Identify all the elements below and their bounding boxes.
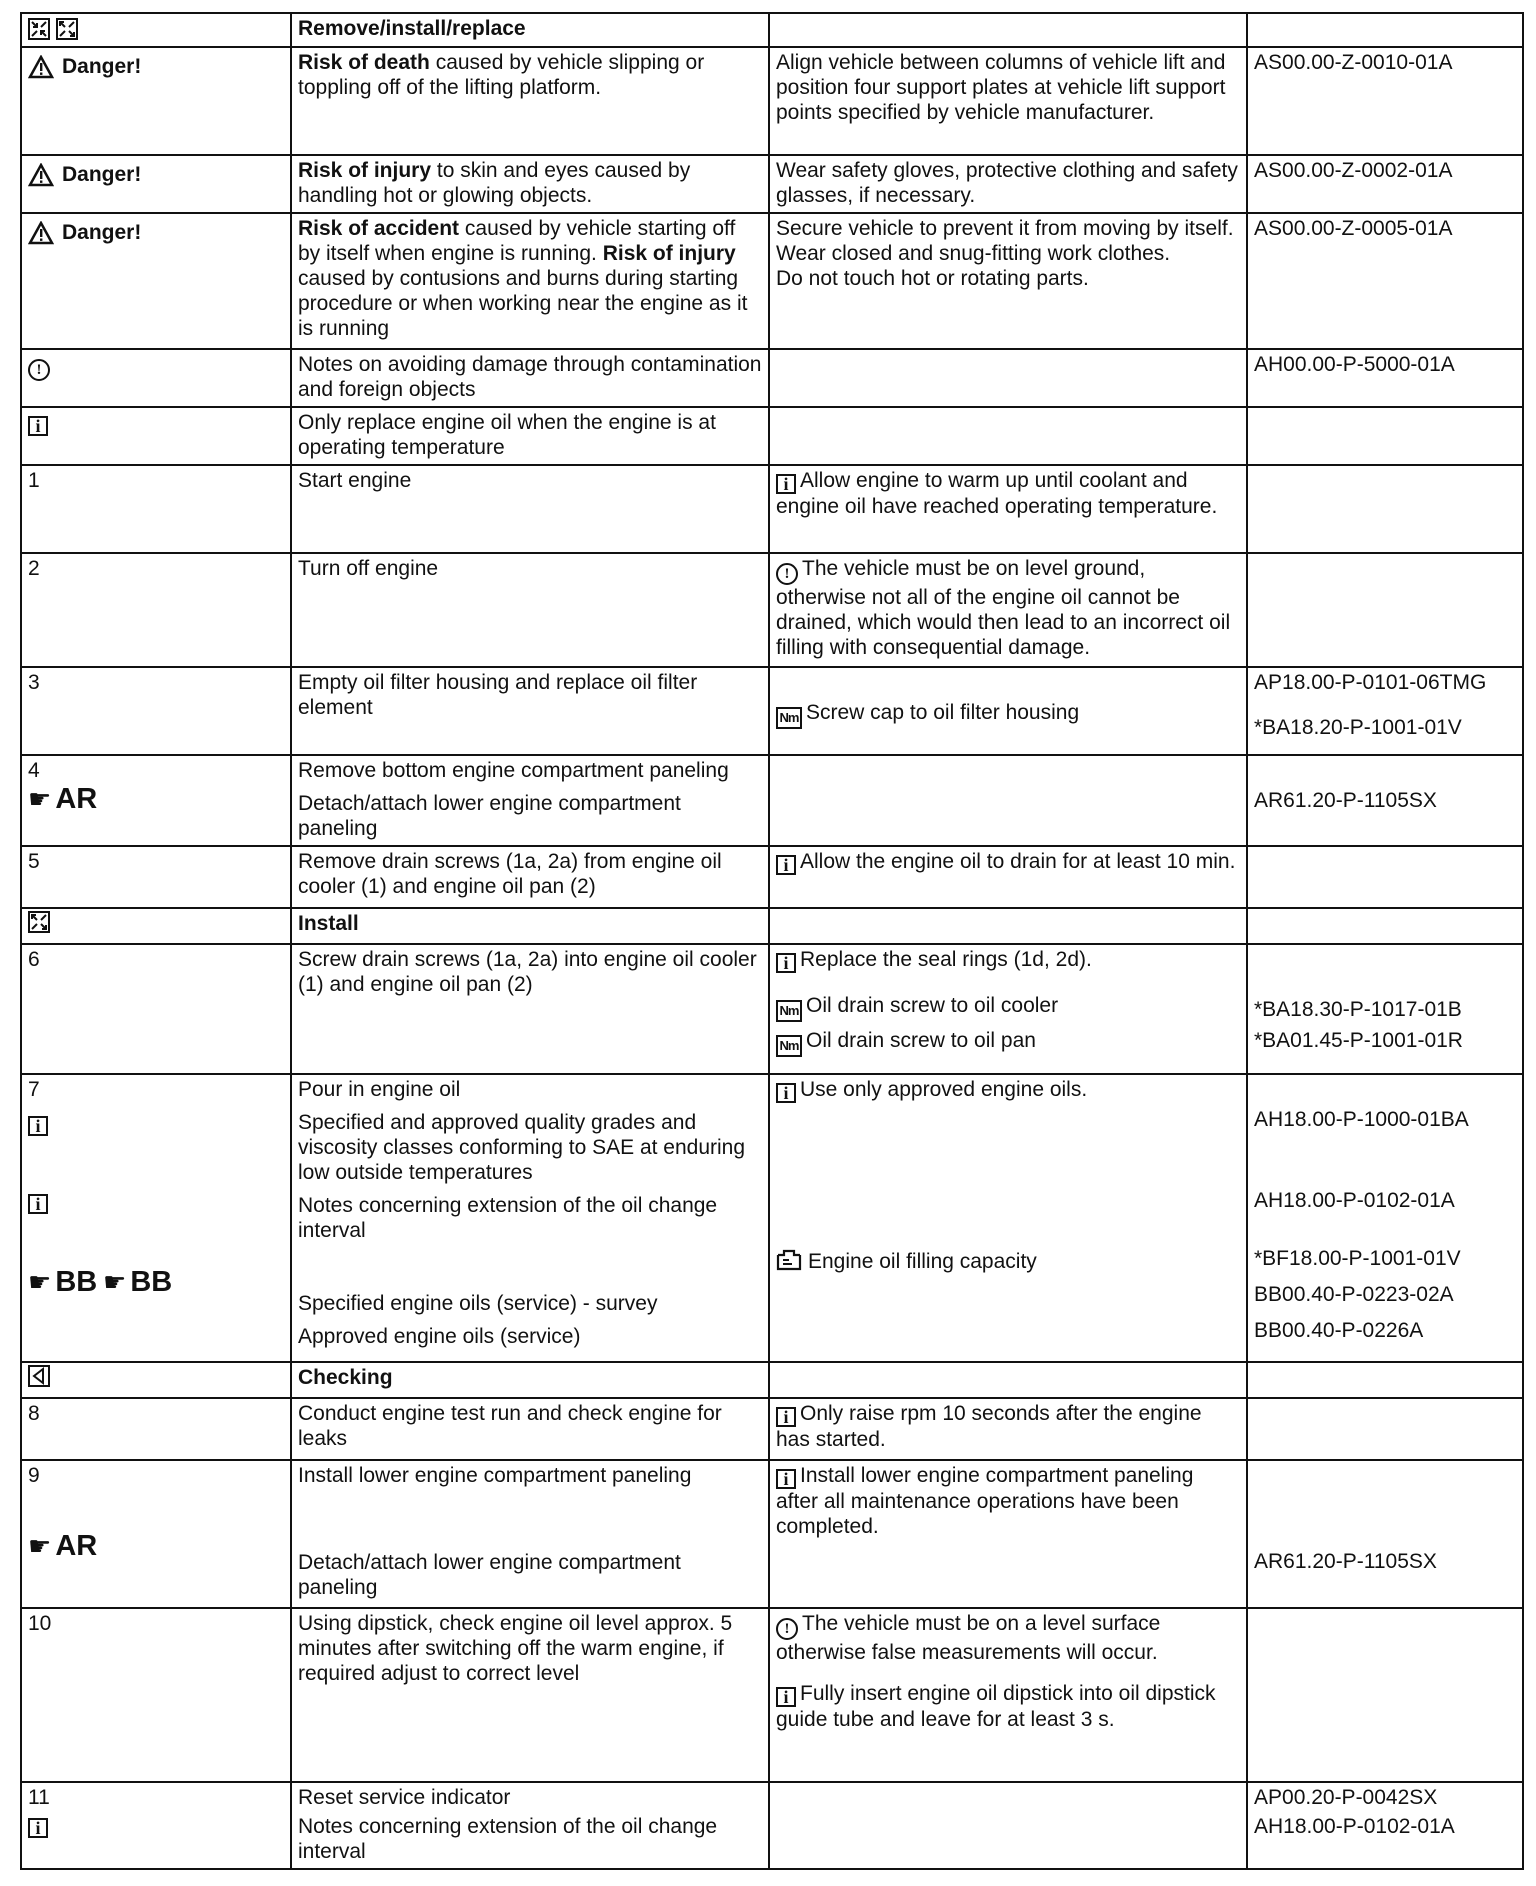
step-number: 4 bbox=[28, 759, 40, 782]
info-icon: i bbox=[28, 1194, 48, 1214]
risk-description: caused by vehicle slipping or toppling off of the lifting platform. bbox=[298, 51, 705, 99]
info-icon: i bbox=[28, 1818, 48, 1838]
step-note: The vehicle must be on level ground, otherwise not all of the engine oil cannot be drained, which would then lead to an incorrect oil filling with consequential damage. bbox=[776, 557, 1231, 659]
doc-reference: *BA18.30-P-1017-01B bbox=[1254, 998, 1462, 1021]
step-number: 10 bbox=[21, 1608, 291, 1782]
step-row bbox=[21, 1608, 1523, 1782]
risk-title: Risk of accident bbox=[298, 217, 460, 240]
step-row bbox=[21, 667, 1523, 755]
safety-action: Secure vehicle to prevent it from moving by itself. bbox=[776, 217, 1234, 240]
step-text: Install lower engine compartment paneling bbox=[298, 1464, 692, 1487]
doc-reference: AH18.00-P-0102-01A bbox=[1254, 1815, 1455, 1838]
step-text: Remove drain screws (1a, 2a) from engine oil cooler (1) and engine oil pan (2) bbox=[291, 846, 769, 908]
torque-nm-icon: Nm bbox=[776, 1000, 802, 1022]
doc-reference: AH00.00-P-5000-01A bbox=[1247, 349, 1523, 407]
step-note: Allow engine to warm up until coolant and engine oil have reached operating temperature. bbox=[776, 469, 1218, 518]
step-text: Reset service indicator bbox=[298, 1786, 511, 1809]
step-note: Oil drain screw to oil cooler bbox=[806, 994, 1059, 1017]
step-row bbox=[21, 465, 1523, 553]
danger-label bbox=[28, 162, 284, 187]
danger-row-death bbox=[21, 47, 1523, 155]
danger-label bbox=[28, 54, 284, 79]
reference-tag-text: AR bbox=[55, 1530, 98, 1562]
info-icon: i bbox=[776, 1083, 796, 1103]
step-subtext: Specified and approved quality grades and viscosity classes conforming to SAE at enduring low outside temperatures bbox=[298, 1111, 746, 1184]
step-row bbox=[21, 553, 1523, 667]
doc-reference: *BF18.00-P-1001-01V bbox=[1254, 1247, 1461, 1270]
danger-row-injury bbox=[21, 155, 1523, 213]
repair-procedure-table bbox=[20, 12, 1524, 1870]
torque-nm-icon: Nm bbox=[776, 707, 802, 729]
step-note: Only raise rpm 10 seconds after the engine has started. bbox=[776, 1402, 1202, 1451]
doc-reference: AP18.00-P-0101-06TMG bbox=[1254, 671, 1487, 694]
checking-header-row bbox=[21, 1362, 1523, 1398]
header-empty-ref bbox=[1247, 13, 1523, 47]
warning-triangle-icon bbox=[28, 163, 54, 187]
reference-tag bbox=[28, 1266, 97, 1298]
doc-reference: AH18.00-P-1000-01BA bbox=[1254, 1108, 1469, 1131]
capacity-icon bbox=[776, 1249, 802, 1271]
step-number: 7 bbox=[28, 1078, 40, 1101]
step-note: Install lower engine compartment paneling after all maintenance operations have been completed. bbox=[776, 1464, 1194, 1538]
step-subtext: Detach/attach lower engine compartment paneling bbox=[298, 1551, 681, 1599]
info-icon: i bbox=[776, 1469, 796, 1489]
step-text: Remove bottom engine compartment paneling bbox=[298, 759, 729, 782]
doc-reference: AP00.20-P-0042SX bbox=[1254, 1786, 1438, 1809]
danger-label bbox=[28, 220, 284, 245]
risk-title-2: Risk of injury bbox=[602, 242, 736, 265]
notice-text: Notes on avoiding damage through contamination and foreign objects bbox=[291, 349, 769, 407]
info-icon: i bbox=[776, 1687, 796, 1707]
step-subtext: Notes concerning extension of the oil change interval bbox=[298, 1815, 718, 1863]
reference-tag bbox=[103, 1266, 172, 1298]
step-note: The vehicle must be on a level surface otherwise false measurements will occur. bbox=[776, 1612, 1161, 1664]
notice-damage-icon: ! bbox=[776, 1618, 798, 1640]
doc-reference: BB00.40-P-0226A bbox=[1254, 1319, 1424, 1342]
safety-action: Align vehicle between columns of vehicle lift and position four support plates at vehicle lift support points specified by vehicle manufacturer. bbox=[769, 47, 1247, 155]
danger-text: Danger! bbox=[62, 221, 142, 244]
reference-tag-text: BB bbox=[130, 1266, 173, 1298]
header-title: Remove/install/replace bbox=[291, 13, 769, 47]
torque-nm-icon: Nm bbox=[776, 1035, 802, 1057]
header-icon-cell bbox=[21, 13, 291, 47]
step-text: Using dipstick, check engine oil level approx. 5 minutes after switching off the warm engine, if required adjust to correct level bbox=[291, 1608, 769, 1782]
step-text: Pour in engine oil bbox=[298, 1078, 461, 1101]
info-icon: i bbox=[776, 474, 796, 494]
step-note: Fully insert engine oil dipstick into oil dipstick guide tube and leave for at least 3 s. bbox=[776, 1682, 1216, 1731]
risk-title: Risk of injury bbox=[298, 159, 432, 182]
install-icon bbox=[28, 911, 50, 933]
step-row bbox=[21, 1398, 1523, 1460]
risk-title: Risk of death bbox=[298, 51, 430, 74]
step-note: Allow the engine oil to drain for at least 10 min. bbox=[800, 850, 1236, 873]
header-empty bbox=[769, 13, 1247, 47]
warning-triangle-icon bbox=[28, 55, 54, 79]
step-subtext: Notes concerning extension of the oil change interval bbox=[298, 1194, 718, 1242]
step-subtext: Specified engine oils (service) - survey bbox=[298, 1292, 658, 1315]
step-note: Engine oil filling capacity bbox=[808, 1250, 1037, 1273]
step-number: 9 bbox=[28, 1464, 40, 1487]
doc-reference: BB00.40-P-0223-02A bbox=[1254, 1283, 1454, 1306]
step-text: Screw drain screws (1a, 2a) into engine oil cooler (1) and engine oil pan (2) bbox=[291, 944, 769, 1074]
pointing-hand-icon: ☛ bbox=[28, 784, 52, 814]
remove-install-icon bbox=[56, 18, 78, 40]
step-subtext: Detach/attach lower engine compartment paneling bbox=[298, 792, 681, 840]
step-text: Turn off engine bbox=[291, 553, 769, 667]
risk-description-2: caused by contusions and burns during starting procedure or when working near the engine as it is running bbox=[298, 267, 748, 340]
step-note: Use only approved engine oils. bbox=[800, 1078, 1088, 1101]
doc-reference: *BA18.20-P-1001-01V bbox=[1254, 716, 1462, 739]
step-number: 8 bbox=[21, 1398, 291, 1460]
step-text: Empty oil filter housing and replace oil filter element bbox=[291, 667, 769, 755]
pointing-hand-icon: ☛ bbox=[28, 1267, 52, 1297]
info-icon: i bbox=[28, 416, 48, 436]
step-note: Screw cap to oil filter housing bbox=[806, 701, 1080, 724]
warning-triangle-icon bbox=[28, 221, 54, 245]
doc-reference: AS00.00-Z-0005-01A bbox=[1247, 213, 1523, 349]
notice-damage-icon: ! bbox=[776, 563, 798, 585]
doc-reference: AS00.00-Z-0010-01A bbox=[1247, 47, 1523, 155]
risk-description: caused by vehicle starting off by itself when engine is running. bbox=[298, 217, 736, 265]
danger-text: Danger! bbox=[62, 55, 142, 78]
step-row bbox=[21, 944, 1523, 1074]
remove-install-icon bbox=[28, 18, 50, 40]
danger-row-accident bbox=[21, 213, 1523, 349]
safety-action: Wear closed and snug-fitting work clothes. bbox=[776, 242, 1171, 265]
reference-tag bbox=[28, 1530, 97, 1562]
info-icon: i bbox=[776, 953, 796, 973]
doc-reference: AR61.20-P-1105SX bbox=[1254, 789, 1437, 812]
step-number: 2 bbox=[21, 553, 291, 667]
safety-action: Wear safety gloves, protective clothing and safety glasses, if necessary. bbox=[769, 155, 1247, 213]
pointing-hand-icon: ☛ bbox=[103, 1267, 127, 1297]
safety-action: Do not touch hot or rotating parts. bbox=[776, 267, 1089, 290]
step-text: Conduct engine test run and check engine for leaks bbox=[291, 1398, 769, 1460]
step-row bbox=[21, 1460, 1523, 1608]
pointing-hand-icon: ☛ bbox=[28, 1531, 52, 1561]
install-header-row bbox=[21, 908, 1523, 944]
reference-tag bbox=[28, 783, 97, 815]
reference-tag-text: AR bbox=[55, 783, 98, 815]
step-number: 1 bbox=[21, 465, 291, 553]
checking-icon bbox=[28, 1365, 50, 1387]
header-row bbox=[21, 13, 1523, 47]
doc-reference: *BA01.45-P-1001-01R bbox=[1254, 1029, 1463, 1052]
step-row bbox=[21, 1074, 1523, 1362]
reference-tag-text: BB bbox=[55, 1266, 98, 1298]
info-icon: i bbox=[776, 855, 796, 875]
step-note: Oil drain screw to oil pan bbox=[806, 1029, 1036, 1052]
notice-damage-icon: ! bbox=[28, 359, 50, 381]
step-text: Start engine bbox=[291, 465, 769, 553]
step-row bbox=[21, 1782, 1523, 1869]
info-text: Only replace engine oil when the engine is at operating temperature bbox=[291, 407, 769, 465]
step-note: Replace the seal rings (1d, 2d). bbox=[800, 948, 1092, 971]
info-row bbox=[21, 407, 1523, 465]
info-icon: i bbox=[28, 1116, 48, 1136]
doc-reference: AH18.00-P-0102-01A bbox=[1254, 1189, 1455, 1212]
doc-reference: AS00.00-Z-0002-01A bbox=[1247, 155, 1523, 213]
info-icon: i bbox=[776, 1407, 796, 1427]
danger-text: Danger! bbox=[62, 163, 142, 186]
step-row bbox=[21, 846, 1523, 908]
checking-title: Checking bbox=[291, 1362, 769, 1398]
step-row bbox=[21, 755, 1523, 846]
step-number: 3 bbox=[21, 667, 291, 755]
install-title: Install bbox=[291, 908, 769, 944]
step-number: 5 bbox=[21, 846, 291, 908]
step-number: 6 bbox=[21, 944, 291, 1074]
risk-description: to skin and eyes caused by handling hot or glowing objects. bbox=[298, 159, 691, 207]
notice-row bbox=[21, 349, 1523, 407]
step-subtext: Approved engine oils (service) bbox=[298, 1325, 581, 1348]
doc-reference: AR61.20-P-1105SX bbox=[1254, 1550, 1437, 1573]
step-number: 11 bbox=[28, 1786, 50, 1809]
